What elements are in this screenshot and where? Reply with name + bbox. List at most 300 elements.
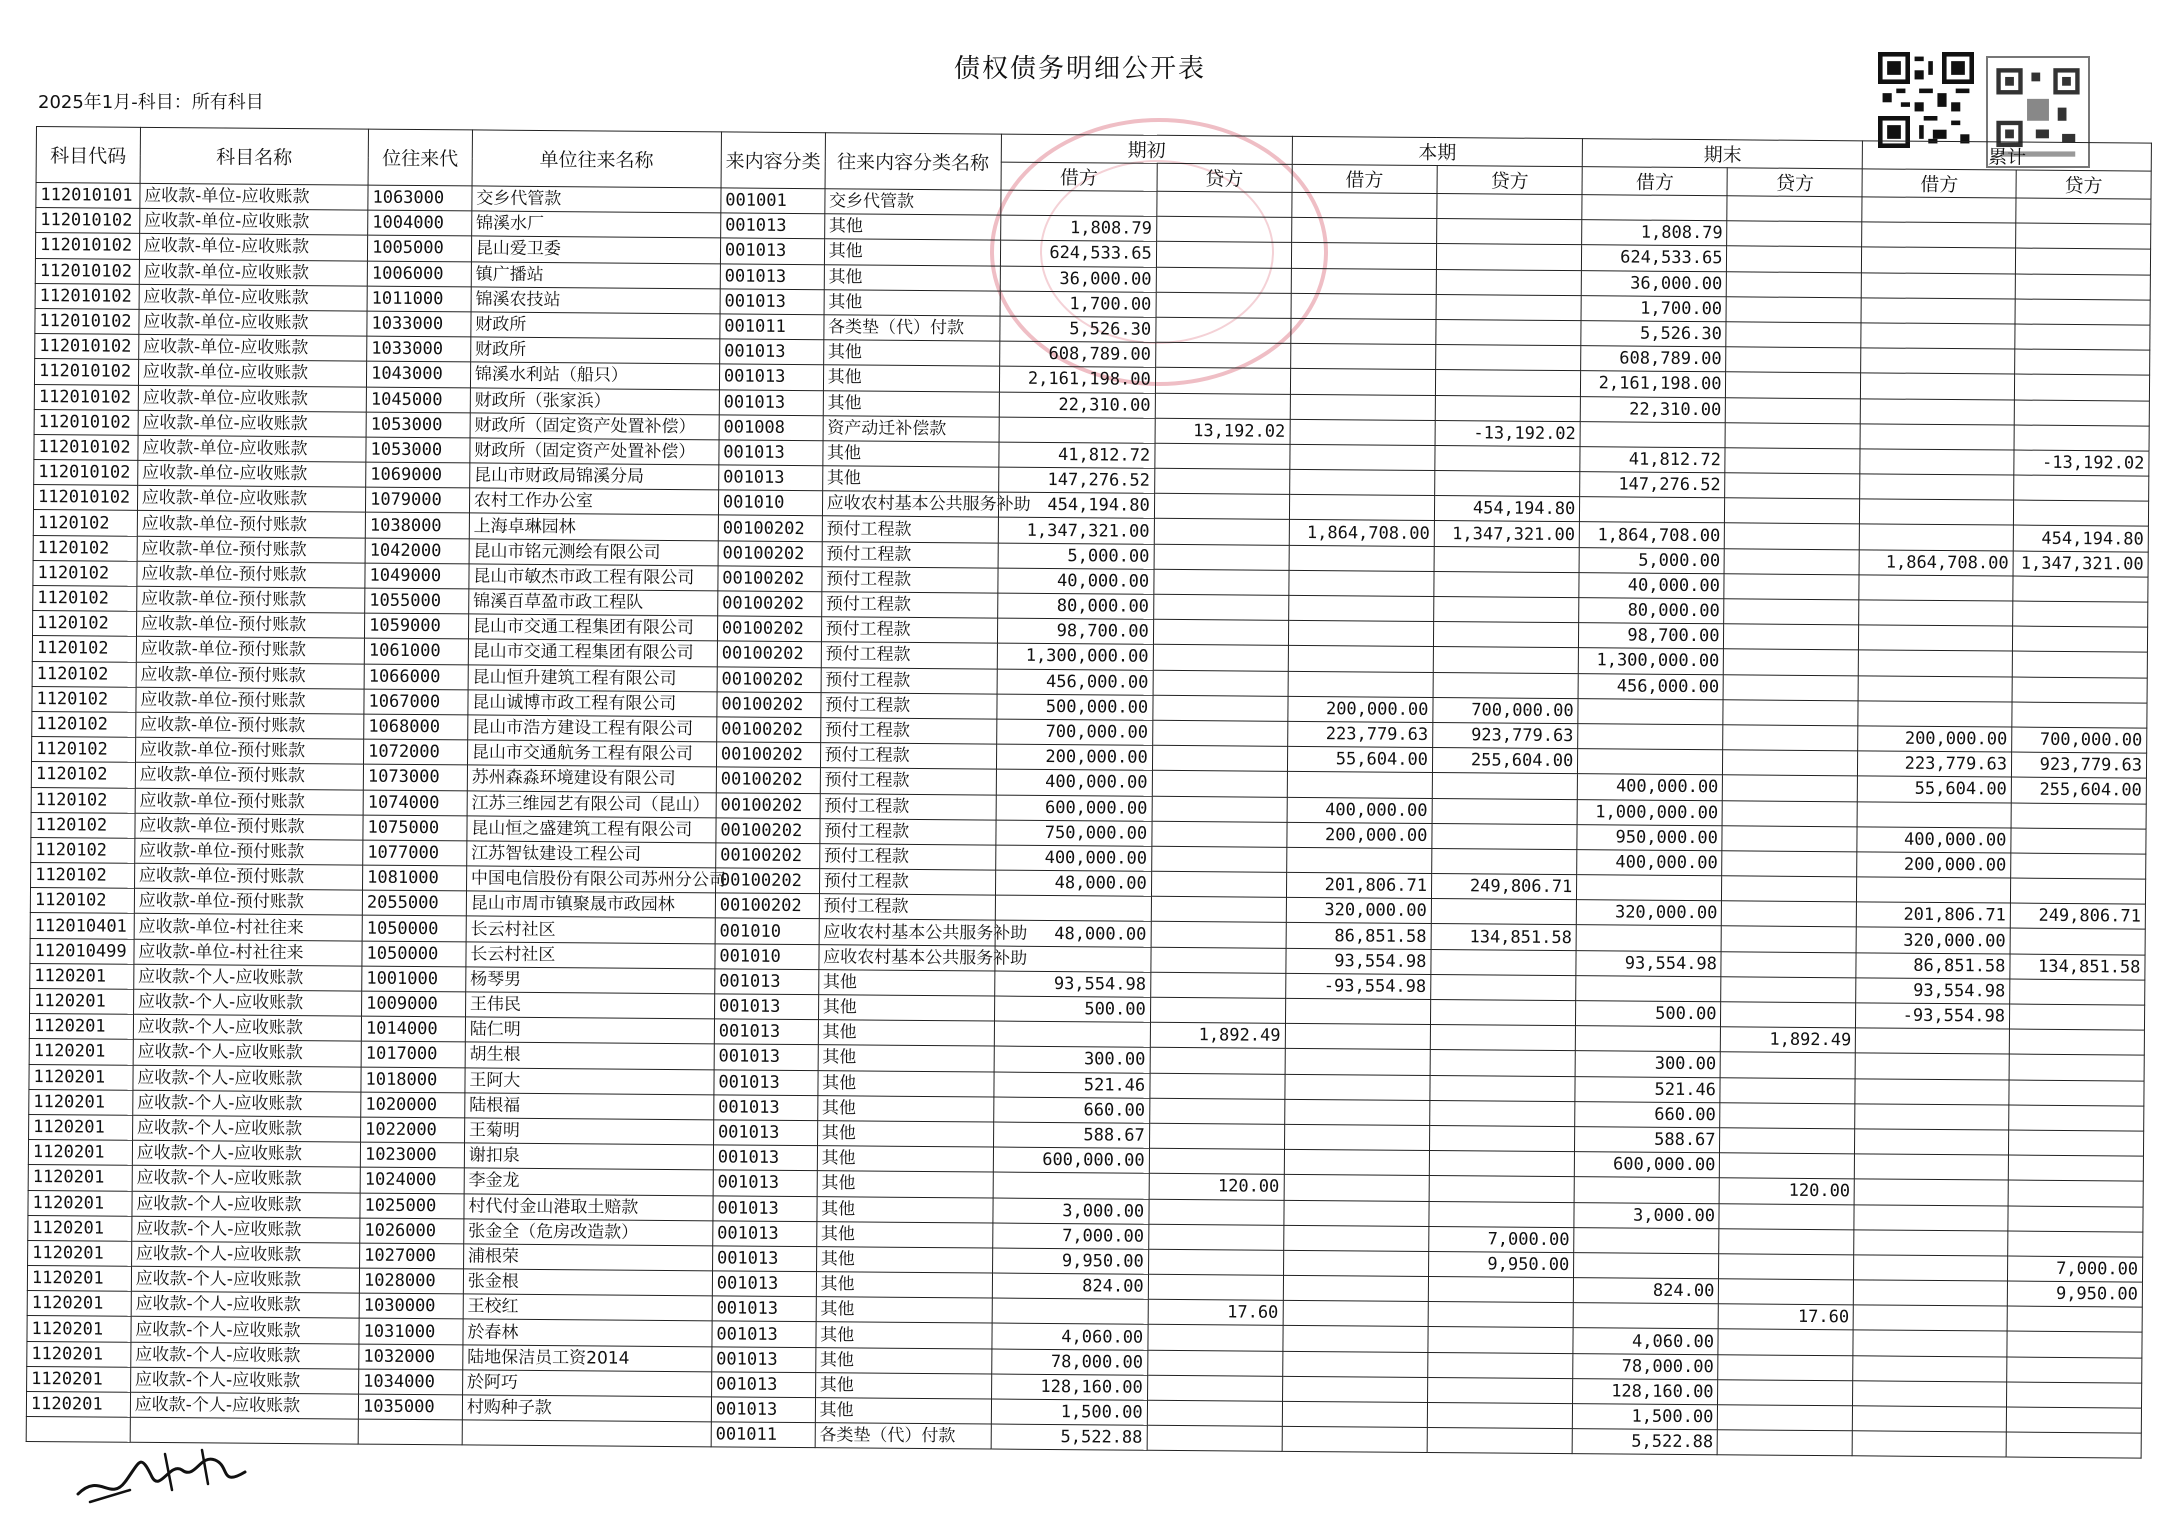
cell-cum-debit [1853, 1355, 2007, 1381]
cell-begin-credit [1156, 267, 1291, 293]
cell-code: 112010102 [34, 434, 138, 460]
cell-current-debit: 320,000.00 [1286, 898, 1431, 924]
cell-end-debit [1580, 497, 1725, 523]
cell-current-credit: 700,000.00 [1433, 697, 1578, 723]
header-period-end: 期末 [1582, 139, 1862, 169]
cell-unit-name: 锦溪水厂 [471, 211, 720, 238]
cell-begin-debit: 41,812.72 [999, 442, 1155, 468]
cell-cum-credit: 454,194.80 [2013, 525, 2148, 551]
cell-category-code: 001013 [711, 1397, 815, 1423]
cell-begin-credit [1148, 1224, 1283, 1250]
cell-end-credit [1718, 1354, 1853, 1380]
cell-unit-name: 江苏智钛建设工程公司 [467, 841, 716, 868]
cell-cum-debit: 320,000.00 [1856, 927, 2010, 953]
cell-category-code: 001013 [719, 364, 823, 390]
cell-cum-credit [2008, 1155, 2143, 1181]
cell-category-code: 001011 [720, 314, 824, 340]
cell-category-code: 00100202 [717, 616, 821, 642]
cell-category-name: 预付工程款 [822, 541, 999, 568]
cell-code: 1120201 [27, 1366, 131, 1392]
cell-end-credit [1726, 347, 1861, 373]
cell-current-credit [1432, 798, 1577, 824]
cell-cum-credit: 7,000.00 [2007, 1256, 2142, 1282]
cell-subject-name: 应收款-单位-应收账款 [140, 183, 368, 210]
cell-current-debit [1285, 998, 1430, 1024]
cell-current-credit [1435, 445, 1580, 471]
cell-unit-name: 昆山诚博市政工程有限公司 [468, 690, 717, 717]
cell-begin-credit [1151, 897, 1286, 923]
cell-cum-debit [1860, 499, 2014, 525]
cell-end-credit [1722, 901, 1857, 927]
header-debit: 借方 [1001, 162, 1157, 191]
cell-cum-credit [2013, 500, 2148, 526]
cell-code: 1120102 [31, 837, 135, 863]
cell-cum-debit [1860, 449, 2014, 475]
cell-end-debit: 5,000.00 [1579, 547, 1724, 573]
cell-current-debit: 200,000.00 [1287, 696, 1432, 722]
cell-cum-debit [1854, 1255, 2008, 1281]
cell-cum-credit: 255,604.00 [2011, 777, 2146, 803]
cell-cum-debit [1856, 1028, 2010, 1054]
cell-subject-name: 应收款-个人-应收账款 [131, 1342, 359, 1369]
cell-current-debit [1288, 671, 1433, 697]
cell-category-name: 其他 [818, 1045, 995, 1072]
cell-unit-code: 1053000 [366, 437, 470, 463]
cell-category-code: 001013 [719, 389, 823, 415]
cell-code: 1120102 [33, 535, 137, 561]
cell-cum-debit: 200,000.00 [1857, 852, 2011, 878]
cell-category-code: 001008 [719, 415, 823, 441]
cell-cum-debit: 55,604.00 [1858, 776, 2012, 802]
cell-begin-debit [999, 417, 1155, 443]
cell-category-code: 001013 [712, 1246, 816, 1272]
cell-end-credit [1721, 951, 1856, 977]
cell-category-code: 001013 [712, 1296, 816, 1322]
cell-end-debit [1575, 1026, 1720, 1052]
cell-category-code: 001013 [713, 1170, 817, 1196]
cell-category-name: 预付工程款 [822, 516, 999, 543]
cell-category-code: 001013 [714, 1095, 818, 1121]
cell-unit-name: 於春林 [463, 1319, 712, 1346]
cell-cum-credit [2009, 1080, 2144, 1106]
cell-current-debit [1283, 1301, 1428, 1327]
cell-end-debit: 1,300,000.00 [1578, 648, 1723, 674]
cell-end-credit [1724, 649, 1859, 675]
cell-current-credit [1437, 219, 1582, 245]
cell-category-name: 预付工程款 [821, 667, 998, 694]
cell-begin-credit [1151, 846, 1286, 872]
cell-begin-credit [1155, 443, 1290, 469]
cell-subject-name: 应收款-个人-应收账款 [131, 1266, 359, 1293]
cell-cum-debit: 200,000.00 [1858, 726, 2012, 752]
cell-end-debit: 5,526.30 [1581, 321, 1726, 347]
cell-current-credit [1430, 1075, 1575, 1101]
cell-begin-credit [1148, 1274, 1283, 1300]
cell-category-name: 预付工程款 [819, 844, 996, 871]
cell-end-debit: 5,522.88 [1572, 1429, 1717, 1455]
cell-subject-name: 应收款-个人-应收账款 [132, 1191, 360, 1218]
cell-category-code: 001013 [720, 289, 824, 315]
cell-end-debit: 36,000.00 [1581, 270, 1726, 296]
cell-code: 112010401 [30, 913, 134, 939]
cell-current-credit [1429, 1125, 1574, 1151]
cell-code: 1120102 [32, 686, 136, 712]
cell-category-code: 00100202 [715, 893, 819, 919]
cell-unit-code: 1033000 [367, 336, 471, 362]
cell-begin-credit [1156, 216, 1291, 242]
cell-current-credit [1434, 571, 1579, 597]
header-credit: 贷方 [1727, 168, 1862, 197]
cell-category-code: 001013 [712, 1346, 816, 1372]
cell-begin-credit [1154, 544, 1289, 570]
cell-current-credit [1436, 319, 1581, 345]
cell-category-name: 其他 [823, 365, 1000, 392]
cell-end-debit: 521.46 [1575, 1076, 1720, 1102]
cell-category-name: 其他 [818, 1070, 995, 1097]
cell-code: 1120201 [27, 1316, 131, 1342]
cell-unit-name: 昆山恒之盛建筑工程有限公司 [467, 816, 716, 843]
cell-begin-debit [992, 1298, 1148, 1324]
cell-unit-code: 1066000 [364, 664, 468, 690]
cell-unit-name: 昆山恒升建筑工程有限公司 [468, 664, 717, 691]
cell-end-credit [1724, 624, 1859, 650]
cell-end-credit [1724, 599, 1859, 625]
cell-current-credit [1436, 244, 1581, 270]
cell-category-name: 其他 [824, 214, 1001, 241]
cell-begin-debit: 9,950.00 [993, 1248, 1149, 1274]
cell-code: 1120201 [27, 1266, 131, 1292]
cell-category-code: 00100202 [718, 515, 822, 541]
cell-unit-name: 谢扣泉 [464, 1143, 713, 1170]
cell-begin-debit: 500.00 [995, 996, 1151, 1022]
cell-code: 1120102 [31, 762, 135, 788]
cell-current-debit: 200,000.00 [1286, 822, 1431, 848]
cell-cum-debit [1855, 1154, 2009, 1180]
cell-end-credit [1720, 1103, 1855, 1129]
ledger-body [26, 183, 2151, 1459]
cell-code: 1120201 [27, 1341, 131, 1367]
cell-cum-credit [2014, 475, 2149, 501]
cell-category-name: 其他 [818, 995, 995, 1022]
cell-current-credit [1428, 1352, 1573, 1378]
cell-begin-debit: 48,000.00 [996, 870, 1152, 896]
cell-code: 1120102 [30, 888, 134, 914]
cell-cum-credit [2015, 299, 2150, 325]
cell-category-name: 预付工程款 [822, 566, 999, 593]
cell-begin-credit [1156, 292, 1291, 318]
cell-end-debit [1574, 1177, 1719, 1203]
cell-cum-debit [1861, 298, 2015, 324]
cell-end-debit: 80,000.00 [1579, 598, 1724, 624]
cell-cum-debit [1855, 1053, 2009, 1079]
cell-code: 112010102 [35, 258, 139, 284]
cell-category-code: 00100202 [718, 566, 822, 592]
cell-unit-code: 1023000 [360, 1142, 464, 1168]
cell-subject-name: 应收款-单位-村社往来 [134, 939, 362, 966]
cell-subject-name: 应收款-个人-应收账款 [133, 1040, 361, 1067]
cell-unit-name: 王菊明 [464, 1118, 713, 1145]
cell-unit-code: 1043000 [367, 361, 471, 387]
cell-unit-name: 苏州森淼环境建设有限公司 [467, 765, 716, 792]
cell-current-credit: 134,851.58 [1431, 924, 1576, 950]
cell-cum-credit: 700,000.00 [2012, 727, 2147, 753]
cell-cum-debit [1862, 272, 2016, 298]
cell-begin-credit [1150, 1048, 1285, 1074]
cell-current-credit [1433, 622, 1578, 648]
cell-category-code: 00100202 [717, 717, 821, 743]
cell-end-credit [1726, 372, 1861, 398]
cell-category-name: 其他 [815, 1398, 992, 1425]
cell-unit-name: 锦溪农技站 [471, 287, 720, 314]
cell-code: 1120102 [32, 611, 136, 637]
cell-end-debit [1573, 1303, 1718, 1329]
cell-code: 1120102 [31, 787, 135, 813]
cell-current-debit: 400,000.00 [1287, 797, 1432, 823]
cell-current-debit [1284, 1124, 1429, 1150]
cell-unit-code [358, 1419, 462, 1445]
cell-category-code: 00100202 [718, 591, 822, 617]
cell-current-debit [1291, 293, 1436, 319]
cell-subject-name: 应收款-个人-应收账款 [130, 1392, 358, 1419]
cell-cum-debit [1860, 474, 2014, 500]
cell-end-debit: 1,808.79 [1582, 220, 1727, 246]
cell-end-debit: 950,000.00 [1577, 824, 1722, 850]
cell-cum-credit [2006, 1432, 2141, 1458]
header-debit: 借方 [1292, 164, 1437, 193]
cell-code: 112010102 [33, 485, 137, 511]
cell-code: 112010102 [34, 359, 138, 385]
cell-cum-credit [2009, 1029, 2144, 1055]
cell-end-credit [1722, 825, 1857, 851]
cell-code: 1120201 [26, 1391, 130, 1417]
cell-end-debit [1578, 698, 1723, 724]
cell-cum-debit [1853, 1431, 2007, 1457]
cell-cum-debit [1854, 1280, 2008, 1306]
cell-begin-credit: 1,892.49 [1150, 1022, 1285, 1048]
header-debit: 借方 [1862, 169, 2016, 198]
cell-category-code: 001013 [719, 440, 823, 466]
cell-category-name: 其他 [816, 1322, 993, 1349]
cell-subject-name: 应收款-个人-应收账款 [133, 964, 361, 991]
cell-cum-credit [2012, 651, 2147, 677]
header-category-code: 来内容分类 [721, 132, 825, 189]
cell-end-debit: 41,812.72 [1580, 447, 1725, 473]
cell-cum-credit [2013, 576, 2148, 602]
cell-current-credit [1433, 672, 1578, 698]
cell-code: 1120201 [29, 1014, 133, 1040]
cell-subject-name: 应收款-单位-预付账款 [135, 813, 363, 840]
cell-cum-credit [2009, 1054, 2144, 1080]
cell-current-credit [1431, 974, 1576, 1000]
header-credit: 贷方 [2016, 170, 2151, 199]
cell-unit-code: 1063000 [368, 185, 472, 211]
cell-begin-credit [1155, 368, 1290, 394]
cell-category-name: 其他 [822, 441, 999, 468]
cell-unit-code: 1042000 [365, 538, 469, 564]
cell-cum-debit [1862, 197, 2016, 223]
cell-begin-credit [1155, 393, 1290, 419]
cell-cum-debit [1862, 222, 2016, 248]
cell-subject-name: 应收款-个人-应收账款 [133, 989, 361, 1016]
cell-end-debit [1576, 975, 1721, 1001]
cell-end-credit [1726, 322, 1861, 348]
cell-end-credit [1724, 574, 1859, 600]
cell-current-debit [1284, 1149, 1429, 1175]
cell-begin-credit [1147, 1425, 1282, 1451]
cell-unit-code: 1079000 [366, 487, 470, 513]
cell-begin-debit: 1,700.00 [1000, 291, 1156, 317]
cell-cum-credit [2006, 1407, 2141, 1433]
cell-unit-code: 1022000 [361, 1117, 465, 1143]
cell-begin-debit: 1,500.00 [991, 1399, 1147, 1425]
cell-category-name: 资产动迁补偿款 [823, 415, 1000, 442]
cell-current-debit [1284, 1200, 1429, 1226]
cell-category-name: 应收农村基本公共服务补助 [819, 919, 996, 946]
cell-category-name: 其他 [824, 239, 1001, 266]
cell-begin-debit: 660.00 [994, 1097, 1150, 1123]
cell-subject-name: 应收款-个人-应收账款 [131, 1292, 359, 1319]
cell-begin-credit [1154, 494, 1289, 520]
cell-cum-credit [2014, 374, 2149, 400]
cell-unit-code: 1030000 [359, 1293, 463, 1319]
cell-current-debit [1290, 369, 1435, 395]
cell-current-credit [1437, 194, 1582, 220]
cell-end-debit: 40,000.00 [1579, 572, 1724, 598]
cell-unit-name: 陆仁明 [465, 1017, 714, 1044]
cell-code: 1120102 [33, 560, 137, 586]
cell-unit-name: 镇广播站 [471, 261, 720, 288]
cell-unit-code: 1055000 [365, 588, 469, 614]
cell-current-debit [1289, 495, 1434, 521]
cell-unit-name: 浦根荣 [463, 1244, 712, 1271]
cell-end-debit [1574, 1227, 1719, 1253]
cell-current-credit [1432, 848, 1577, 874]
cell-unit-code: 2055000 [362, 890, 466, 916]
cell-cum-credit [2007, 1357, 2142, 1383]
cell-current-credit [1435, 395, 1580, 421]
cell-cum-debit [1855, 1129, 2009, 1155]
cell-begin-credit [1156, 317, 1291, 343]
cell-unit-name: 张金根 [463, 1269, 712, 1296]
cell-current-credit [1434, 596, 1579, 622]
cell-cum-credit [2012, 626, 2147, 652]
cell-cum-debit [1855, 1104, 2009, 1130]
cell-current-credit: 7,000.00 [1429, 1226, 1574, 1252]
cell-end-debit [1582, 195, 1727, 221]
cell-category-name: 应收农村基本公共服务补助 [819, 944, 996, 971]
cell-begin-credit [1153, 594, 1288, 620]
cell-cum-credit [2007, 1331, 2142, 1357]
cell-current-credit: -13,192.02 [1435, 420, 1580, 446]
cell-category-name: 其他 [818, 1020, 995, 1047]
cell-current-credit [1429, 1176, 1574, 1202]
cell-cum-debit [1861, 348, 2015, 374]
cell-end-credit [1725, 498, 1860, 524]
cell-subject-name: 应收款-个人-应收账款 [133, 1014, 361, 1041]
cell-begin-credit [1151, 922, 1286, 948]
cell-category-code: 00100202 [717, 666, 821, 692]
cell-unit-name: 中国电信股份有限公司苏州分公司 [466, 866, 715, 893]
cell-end-credit [1723, 800, 1858, 826]
cell-end-credit [1723, 725, 1858, 751]
cell-end-debit [1577, 875, 1722, 901]
cell-current-debit [1289, 545, 1434, 571]
cell-unit-name: 财政所 [470, 337, 719, 364]
cell-category-code: 001013 [720, 238, 824, 264]
cell-begin-credit [1152, 821, 1287, 847]
cell-unit-name: 农村工作办公室 [469, 488, 718, 515]
cell-cum-debit [1858, 701, 2012, 727]
cell-current-credit [1435, 471, 1580, 497]
cell-category-code: 001013 [712, 1271, 816, 1297]
cell-begin-debit: 824.00 [992, 1273, 1148, 1299]
cell-begin-debit: 80,000.00 [998, 593, 1154, 619]
cell-end-debit: 4,060.00 [1573, 1328, 1718, 1354]
cell-unit-code: 1050000 [362, 941, 466, 967]
cell-begin-debit: 400,000.00 [996, 769, 1152, 795]
cell-cum-debit [1854, 1305, 2008, 1331]
cell-begin-credit: 120.00 [1149, 1174, 1284, 1200]
cell-current-credit [1430, 1025, 1575, 1051]
cell-unit-code: 1024000 [360, 1167, 464, 1193]
cell-end-debit: 400,000.00 [1577, 850, 1722, 876]
cell-cum-debit [1858, 675, 2012, 701]
cell-code: 112010102 [34, 460, 138, 486]
cell-subject-name: 应收款-单位-预付账款 [135, 712, 363, 739]
cell-unit-name: 陆地保洁员工资2014 [463, 1345, 712, 1372]
cell-cum-debit: 400,000.00 [1857, 827, 2011, 853]
cell-unit-name: 昆山市交通工程集团有限公司 [468, 614, 717, 641]
cell-code: 1120102 [32, 661, 136, 687]
cell-cum-debit: 223,779.63 [1858, 751, 2012, 777]
cell-code: 112010102 [36, 208, 140, 234]
cell-subject-name: 应收款-单位-预付账款 [137, 536, 365, 563]
cell-end-credit [1725, 548, 1860, 574]
cell-current-debit [1283, 1250, 1428, 1276]
header-cumulative: 累计 [1863, 141, 2152, 171]
cell-end-credit [1719, 1203, 1854, 1229]
cell-cum-debit [1859, 625, 2013, 651]
cell-category-name: 其他 [816, 1221, 993, 1248]
cell-begin-debit: 608,789.00 [1000, 341, 1156, 367]
cell-begin-debit: 4,060.00 [992, 1323, 1148, 1349]
cell-end-credit [1727, 246, 1862, 272]
cell-category-code: 001013 [713, 1195, 817, 1221]
cell-current-credit [1429, 1151, 1574, 1177]
cell-subject-name: 应收款-单位-预付账款 [136, 687, 364, 714]
cell-category-code: 001013 [714, 1069, 818, 1095]
cell-end-debit [1580, 421, 1725, 447]
cell-cum-debit [1854, 1179, 2008, 1205]
cell-current-credit [1436, 269, 1581, 295]
cell-cum-debit [1857, 801, 2011, 827]
cell-cum-debit [1859, 650, 2013, 676]
cell-category-name: 其他 [817, 1146, 994, 1173]
cell-category-name: 其他 [824, 264, 1001, 291]
cell-end-credit [1718, 1380, 1853, 1406]
cell-subject-name: 应收款-单位-预付账款 [135, 788, 363, 815]
cell-current-debit [1285, 1024, 1430, 1050]
cell-subject-name: 应收款-单位-应收账款 [138, 334, 366, 361]
cell-begin-debit: 700,000.00 [997, 719, 1153, 745]
cell-category-name: 预付工程款 [819, 869, 996, 896]
cell-cum-credit [2008, 1206, 2143, 1232]
cell-code: 112010102 [35, 334, 139, 360]
cell-end-debit: 500.00 [1576, 1001, 1721, 1027]
cell-current-debit [1285, 1049, 1430, 1075]
cell-category-code: 001013 [721, 213, 825, 239]
cell-begin-debit: 3,000.00 [993, 1198, 1149, 1224]
